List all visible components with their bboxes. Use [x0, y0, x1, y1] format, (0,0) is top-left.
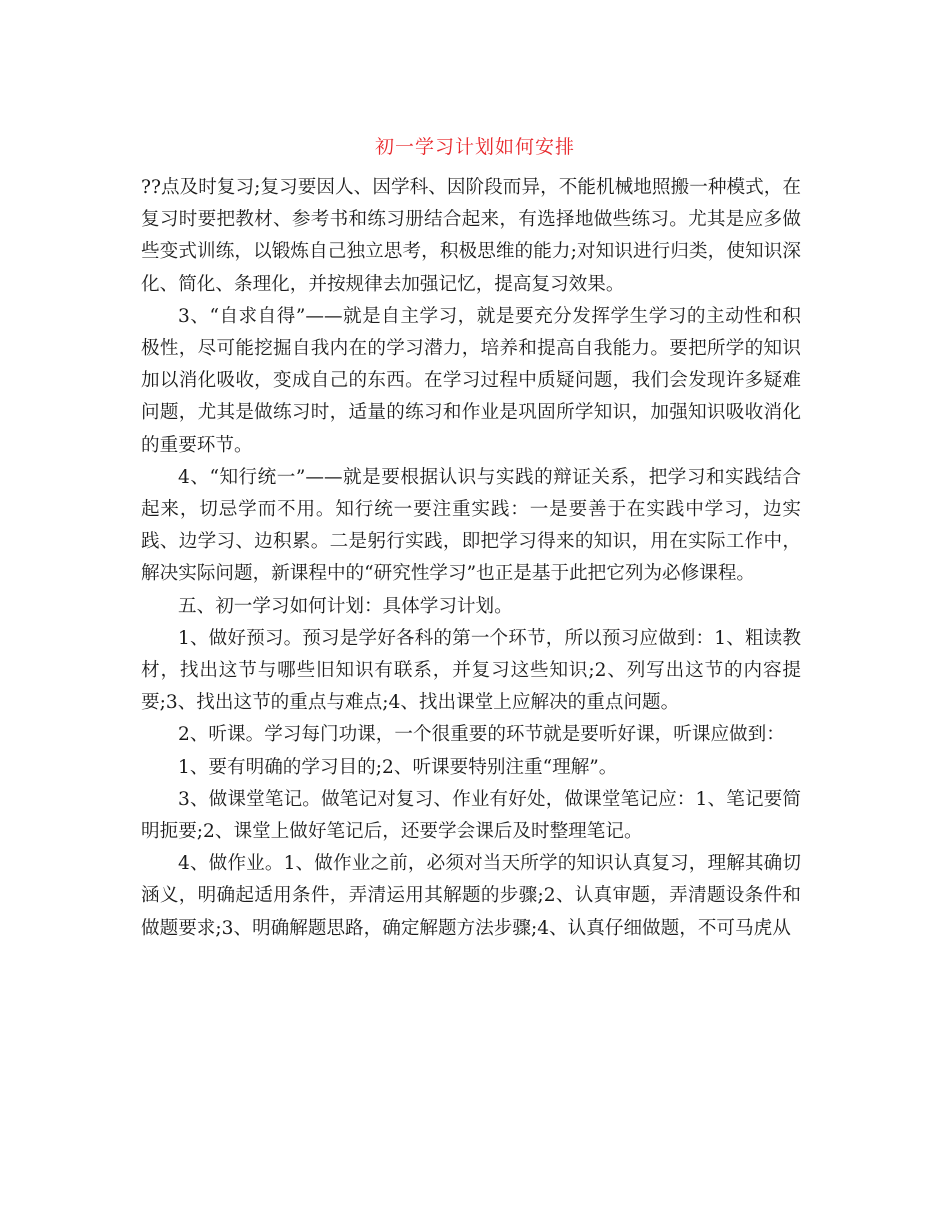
- document-title: 初一学习计划如何安排: [374, 136, 575, 158]
- paragraph: 1、做好预习。预习是学好各科的第一个环节，所以预习应做到：1、粗读教材，找出这节与哪些旧知识有联系，并复习这些知识;2、列写出这节的内容提要;3、找出这节的重点与难点;4、找出课堂上应解决的重点问题。: [141, 627, 801, 714]
- paragraph: 4、“知行统一”——就是要根据认识与实践的辩证关系，把学习和实践结合起来，切忌学而不用。知行统一要注重实践：一是要善于在实践中学习，边实践、边学习、边积累。二是躬行实践，即把学习得来的知识，用在实际工作中，解决实际问题，新课程中的“研究性学习”也正是基于此把它列为必修课程。: [141, 466, 801, 585]
- paragraph: 1、要有明确的学习目的;2、听课要特别注重“理解”。: [178, 756, 618, 778]
- document-body: [141, 172, 801, 945]
- paragraph: 4、做作业。1、做作业之前，必须对当天所学的知识认真复习，理解其确切涵义，明确起适用条件，弄清运用其解题的步骤;2、认真审题，弄清题设条件和做题要求;3、明确解题思路，确定解题方法步骤;4、认真仔细做题，不可马虎从: [141, 853, 801, 939]
- paragraph: 3、做课堂笔记。做笔记对复习、作业有好处，做课堂笔记应：1、笔记要简明扼要;2、课堂上做好笔记后，还要学会课后及时整理笔记。: [141, 788, 801, 843]
- paragraph: 2、听课。学习每门功课，一个很重要的环节就是要听好课，听课应做到：: [178, 724, 785, 746]
- paragraph: 3、“自求自得”——就是自主学习，就是要充分发挥学生学习的主动性和积极性，尽可能挖掘自我内在的学习潜力，培养和提高自我能力。要把所学的知识加以消化吸收，变成自己的东西。在学习过程中质疑问题，我们会发现许多疑难问题，尤其是做练习时，适量的练习和作业是巩固所学知识，加强知识吸收消化的重要环节。: [141, 305, 801, 456]
- paragraph: ??点及时复习;复习要因人、因学科、因阶段而异，不能机械地照搬一种模式，在复习时要把教材、参考书和练习册结合起来，有选择地做些练习。尤其是应多做些变式训练，以锻炼自己独立思考，积极思维的能力;对知识进行归类，使知识深化、简化、条理化，并按规律去加强记忆，提高复习效果。: [141, 177, 801, 295]
- paragraph: 五、初一学习如何计划：具体学习计划。: [178, 595, 513, 617]
